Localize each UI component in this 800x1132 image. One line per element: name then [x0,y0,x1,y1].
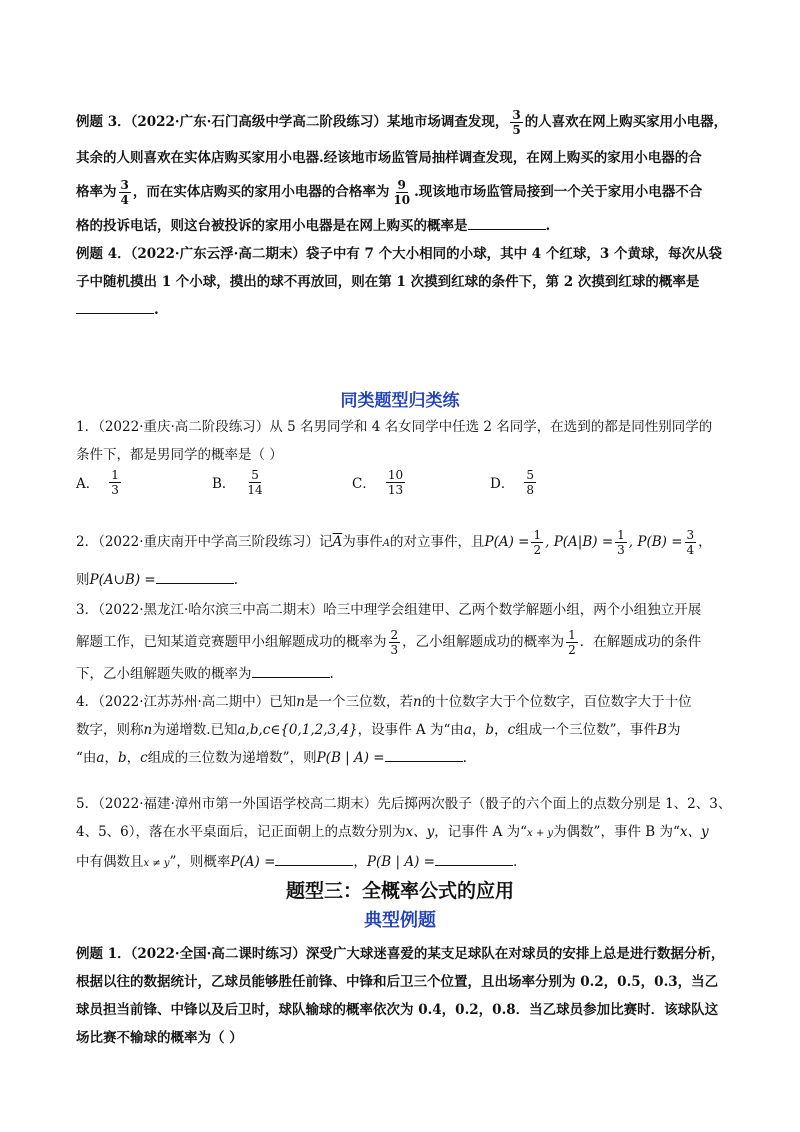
fraction: $\frac{5}{14}$ [247,467,263,497]
example-1-line-1: 例题 1．（2022·全国·高二课时练习）深受广大球迷喜爱的某支足球队在对球员的安排上总是进行数据分析， [76,946,725,962]
example-1-line-3: 球员担当前锋、中锋以及后卫时，球队输球的概率依次为 0.4，0.2，0.8．当乙球员参加比赛时．该球队这 [76,1002,719,1018]
example-1-line-4: 场比赛不输球的概率为（ ） [76,1030,243,1046]
question-3-line-3: 下，乙小组解题失败的概率为 . [76,660,736,688]
option-c: C． $\frac{10}{13}$ [352,467,404,497]
example-4-line-1: 例题 4．（2022·广东云浮·高二期末）袋子中有 7 个大小相同的小球，其中 4 个红球，3 个黄球，每次从袋 [76,246,722,262]
fraction: $\frac{3}{4}$ [120,178,129,207]
question-2-line-1: 2．（2022·重庆南开中学高三阶段练习）记$\overline{A}$为事件A的对立事件，且P(A) = $\frac{1}{2}$ , P(A|B) = $\frac{1}{3}$ , P(B) = $\frac{3}{4}$ ， [76,528,712,557]
answer-blank [468,215,546,230]
example-4 [76,240,736,324]
example-3-line-2: 其余的人则喜欢在实体店购买家用小电器.经该地市场监管局抽样调查发现，在网上购买的家用小电器的合 [76,150,702,166]
question-1-line-2: 条件下，都是男同学的概率是（ ） [76,447,283,463]
question-2 [76,522,736,594]
section-heading-typical-examples: 典型例题 [364,910,436,931]
question-2-line-2: 则P(A∪B) = . [76,566,736,594]
example-1-line-2: 根据以往的数据统计，乙球员能够胜任前锋、中锋和后卫三个位置，且出场率分别为 0.2，0.5，0.3，当乙 [76,974,719,990]
example-4-line-3: . [76,296,736,324]
example-4-line-2: 子中随机摸出 1 个小球，摸出的球不再放回，则在第 1 次摸到红球的条件下，第 2 次摸到红球的概率是 [76,274,700,290]
question-3-line-2: 解题工作，已知某道竞赛题甲小组解题成功的概率为 $\frac{2}{3}$ ，乙小组解题成功的概率为 $\frac{1}{2}$ ．在解题成功的条件 [76,628,702,657]
fraction: $\frac{3}{4}$ [686,528,695,557]
answer-blank [385,747,463,762]
fraction: $\frac{1}{2}$ [533,528,542,557]
option-d: D． $\frac{5}{8}$ [490,467,534,497]
question-4 [76,688,736,772]
fraction: $\frac{3}{5}$ [512,108,521,137]
answer-blank [156,569,234,584]
example-3-line-3: 格率为 $\frac{3}{4}$ ，而在实体店购买的家用小电器的合格率为 $\frac{9}{10}$ .现该地市场监管局接到一个关于家用小电器不合 [76,178,703,207]
option-b: B． $\frac{5}{14}$ [212,467,263,497]
question-3 [76,596,736,688]
answer-blank [76,299,154,314]
example-1 [76,940,736,1052]
question-1-line-1: 1．（2022·重庆·高二阶段练习）从 5 名男同学和 4 名女同学中任选 2 名同学，在选到的都是同性别同学的 [76,419,713,435]
question-4-line-2: 数字，则称n为递增数.已知a,b,c∈{0,1,2,3,4}，设事件 A 为“由a，b，c组成一个三位数”，事件B为 [76,722,681,738]
fraction: $\frac{10}{13}$ [387,467,404,497]
question-5-line-3: 中有偶数且x ≠ y”，则概率P(A) = ，P(B | A) = . [76,848,736,878]
question-5-line-2: 4、5、6），落在水平桌面后，记正面朝上的点数分别为x、y，记事件 A 为“x + y为偶数”，事件 B 为“x、y [76,824,709,840]
example-3-line-1: 例题 3．（2022·广东·石门高级中学高二阶段练习）某地市场调查发现， $\frac{3}{5}$ 的人喜欢在网上购买家用小电器， [76,108,728,137]
answer-blank [275,851,353,866]
option-a: A． $\frac{1}{3}$ [76,467,119,497]
example-3 [76,100,736,240]
section-heading-type-3: 题型三：全概率公式的应用 [285,880,514,902]
fraction: $\frac{9}{10}$ [393,178,411,207]
question-1 [76,413,736,469]
example-3-line-4: 格的投诉电话，则这台被投诉的家用小电器是在网上购买的概率是 . [76,212,736,240]
fraction: $\frac{1}{3}$ [617,528,625,557]
answer-blank [435,851,513,866]
answer-blank [252,663,330,678]
section-heading-same-type: 同类题型归类练 [340,391,460,411]
question-5-line-1: 5．（2022·福建·漳州市第一外国语学校高二期末）先后掷两次骰子（骰子的六个面上的点数分别是 1、2、3、 [76,796,732,812]
question-1-options [76,462,736,502]
fraction: $\frac{2}{3}$ [390,628,399,657]
question-4-line-1: 4．（2022·江苏苏州·高二期中）已知n是一个三位数，若n的十位数字大于个位数字，百位数字大于十位 [76,694,692,710]
question-5 [76,790,736,878]
fraction: $\frac{5}{8}$ [526,467,534,497]
question-3-line-1: 3．（2022·黑龙江·哈尔滨三中高二期末）哈三中理学会组建甲、乙两个数学解题小组，两个小组独立开展 [76,602,702,618]
fraction: $\frac{1}{3}$ [111,467,119,497]
fraction: $\frac{1}{2}$ [568,628,576,657]
question-4-line-3: “由a，b，c组成的三位数为递增数”，则P(B | A) = . [76,744,736,772]
